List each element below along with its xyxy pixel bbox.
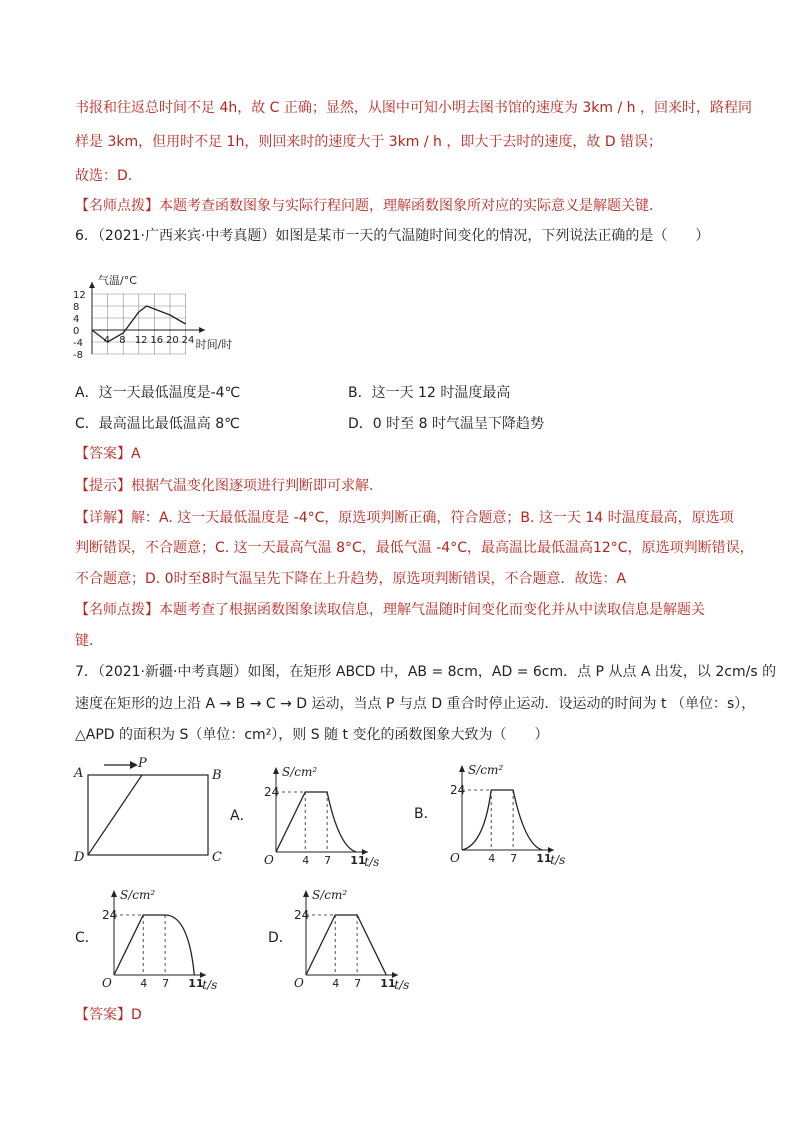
label-c: C xyxy=(212,850,222,865)
segment-dp xyxy=(88,775,142,855)
q6-tip-text-2: 键． xyxy=(75,633,103,649)
q7-graph-c xyxy=(100,883,250,993)
x-axis-label: t/s xyxy=(394,978,410,992)
x-tick-11: 11 xyxy=(380,977,396,990)
q6-hint-text: 根据气温变化图逐项进行判断即可求解． xyxy=(131,478,383,494)
origin-label: O xyxy=(102,976,112,990)
q6-detail-2: 判断错误，不合题意；C. 这一天最高气温 8°C，最低气温 -4°C，最高温比最低温高12°C，原选项判断错误， xyxy=(75,540,754,556)
q6-y-tick-label: 0 xyxy=(73,326,80,337)
q7-stem-1: 7．（2021·新疆·中考真题）如图，在矩形 ABCD 中，AB = 8cm，AD = 6cm．点 P 从点 A 出发，以 2cm/s 的 xyxy=(75,664,777,680)
origin-label: O xyxy=(450,851,460,865)
x-tick-4: 4 xyxy=(488,852,496,865)
q6-y-tick-label: 8 xyxy=(73,302,80,313)
graph-curve xyxy=(114,915,194,975)
label-a: A xyxy=(74,766,84,781)
motion-arrow-head xyxy=(130,761,138,769)
q6-x-tick-label: 4 xyxy=(103,335,110,346)
y-axis-label: S/cm² xyxy=(312,888,348,902)
q6-option-a: A．这一天最低温度是-4℃ xyxy=(75,385,241,401)
q6-x-tick-label: 16 xyxy=(150,335,164,346)
q6-tip-text-1: 本题考查了根据函数图象读取信息，理解气温随时间变化而变化并从中读取信息是解题关 xyxy=(159,602,705,618)
q7-option-d-label: D． xyxy=(268,930,293,946)
q7-rectangle-figure xyxy=(70,757,230,867)
rectangle-abcd xyxy=(88,775,208,855)
q6-x-axis-label: 时间/时 xyxy=(195,338,233,351)
y-axis-arrow xyxy=(303,890,309,897)
y-axis-arrow xyxy=(459,765,465,772)
q6-x-arrow xyxy=(199,327,205,333)
label-d: D xyxy=(74,850,85,865)
y-axis-label: S/cm² xyxy=(468,763,504,777)
q6-option-b: B．这一天 12 时温度最高 xyxy=(348,385,511,401)
q6-y-tick-label: 12 xyxy=(73,290,86,301)
prev-solution-line-1: 书报和往返总时间不足 4h，故 C 正确；显然，从图中可知小明去图书馆的速度为 3km / h ，回来时，路程同 xyxy=(75,100,752,116)
q6-option-c: C．最高温比最低温高 8℃ xyxy=(75,416,240,432)
q6-answer xyxy=(75,444,141,464)
y-axis-label: S/cm² xyxy=(282,765,318,779)
origin-label: O xyxy=(264,853,274,867)
y-axis-label: S/cm² xyxy=(120,888,156,902)
x-axis-label: t/s xyxy=(202,978,218,992)
graph-curve xyxy=(462,790,542,850)
q6-y-arrow xyxy=(89,282,95,288)
q6-tick-labels xyxy=(73,290,194,361)
q6-x-tick-label: 20 xyxy=(166,335,179,346)
q7-stem-2: 速度在矩形的边上沿 A → B → C → D 运动，当点 P 与点 D 重合时停止运动．设运动的时间为 t （单位：s）， xyxy=(75,696,756,712)
x-tick-11: 11 xyxy=(536,852,552,865)
y-axis-arrow xyxy=(273,767,279,774)
q6-y-tick-label: -4 xyxy=(73,338,83,349)
label-b: B xyxy=(212,768,222,783)
prev-tip-text: 本题考查函数图象与实际行程问题，理解函数图象所对应的实际意义是解题关键． xyxy=(159,198,663,214)
q6-detail-1 xyxy=(75,508,734,528)
q7-graph-d xyxy=(292,883,442,993)
q7-graph-a xyxy=(262,760,412,870)
q7-answer-tag: 【答案】 xyxy=(75,1007,131,1023)
x-tick-7: 7 xyxy=(510,852,518,865)
q6-y-tick-label: -8 xyxy=(73,350,83,361)
q6-stem: 6．（2021·广西来宾·中考真题）如图是某市一天的气温随时间变化的情况，下列说法正确的是（ ） xyxy=(75,228,710,244)
x-tick-7: 7 xyxy=(354,977,362,990)
q7-option-c-label: C． xyxy=(75,930,99,946)
q6-answer-tag: 【答案】 xyxy=(75,446,131,462)
x-tick-11: 11 xyxy=(350,854,366,867)
q7-graph-b xyxy=(448,758,598,868)
q6-x-tick-label: 12 xyxy=(134,335,148,346)
x-axis-label: t/s xyxy=(364,855,380,869)
q6-hint xyxy=(75,476,383,496)
q6-answer-value: A xyxy=(131,446,141,462)
graph-curve xyxy=(276,792,356,852)
y-tick-24: 24 xyxy=(450,783,466,797)
x-tick-7: 7 xyxy=(162,977,170,990)
q6-y-tick-label: 4 xyxy=(73,314,80,325)
q7-answer-value: D xyxy=(131,1007,142,1023)
y-tick-24: 24 xyxy=(264,785,280,799)
y-tick-24: 24 xyxy=(102,908,118,922)
y-tick-24: 24 xyxy=(294,908,310,922)
label-p: P xyxy=(138,756,147,771)
q6-y-axis-label: 气温/°C xyxy=(98,274,137,287)
q6-detail-3: 不合题意；D. 0时至8时气温呈先下降在上升趋势，原选项判断错误，不合题意．故选：A xyxy=(75,571,627,587)
q7-answer xyxy=(75,1005,142,1025)
x-tick-4: 4 xyxy=(302,854,310,867)
q6-detail-tag: 【详解】 xyxy=(75,510,131,526)
prev-tip-tag: 【名师点拨】 xyxy=(75,198,159,214)
q6-tip xyxy=(75,600,705,620)
x-tick-7: 7 xyxy=(324,854,332,867)
origin-label: O xyxy=(294,976,304,990)
q7-stem-3: △APD 的面积为 S（单位：cm²），则 S 随 t 变化的函数图象大致为（ ） xyxy=(75,727,549,743)
q6-x-tick-label: 24 xyxy=(181,335,195,346)
x-axis-label: t/s xyxy=(550,853,566,867)
q6-hint-tag: 【提示】 xyxy=(75,478,131,494)
q6-detail-text-1: 解：A. 这一天最低温度是 -4°C，原选项判断正确，符合题意；B. 这一天 14 时温度最高，原选项 xyxy=(131,510,734,526)
x-tick-4: 4 xyxy=(140,977,148,990)
x-tick-11: 11 xyxy=(188,977,204,990)
prev-choose: 故选：D． xyxy=(75,168,142,184)
q7-option-a-label: A． xyxy=(230,808,254,824)
q6-tip-tag: 【名师点拨】 xyxy=(75,602,159,618)
q6-option-d: D．0 时至 8 时气温呈下降趋势 xyxy=(348,416,544,432)
y-axis-arrow xyxy=(111,890,117,897)
prev-tip xyxy=(75,196,663,216)
q7-option-b-label: B． xyxy=(414,806,438,822)
q6-temperature-chart xyxy=(70,255,240,370)
q6-x-tick-label: 8 xyxy=(119,335,126,346)
prev-solution-line-2: 样是 3km，但用时不足 1h，则回来时的速度大于 3km / h ，即大于去时的速度，故 D 错误； xyxy=(75,134,663,150)
x-tick-4: 4 xyxy=(332,977,340,990)
graph-curve xyxy=(306,915,386,975)
